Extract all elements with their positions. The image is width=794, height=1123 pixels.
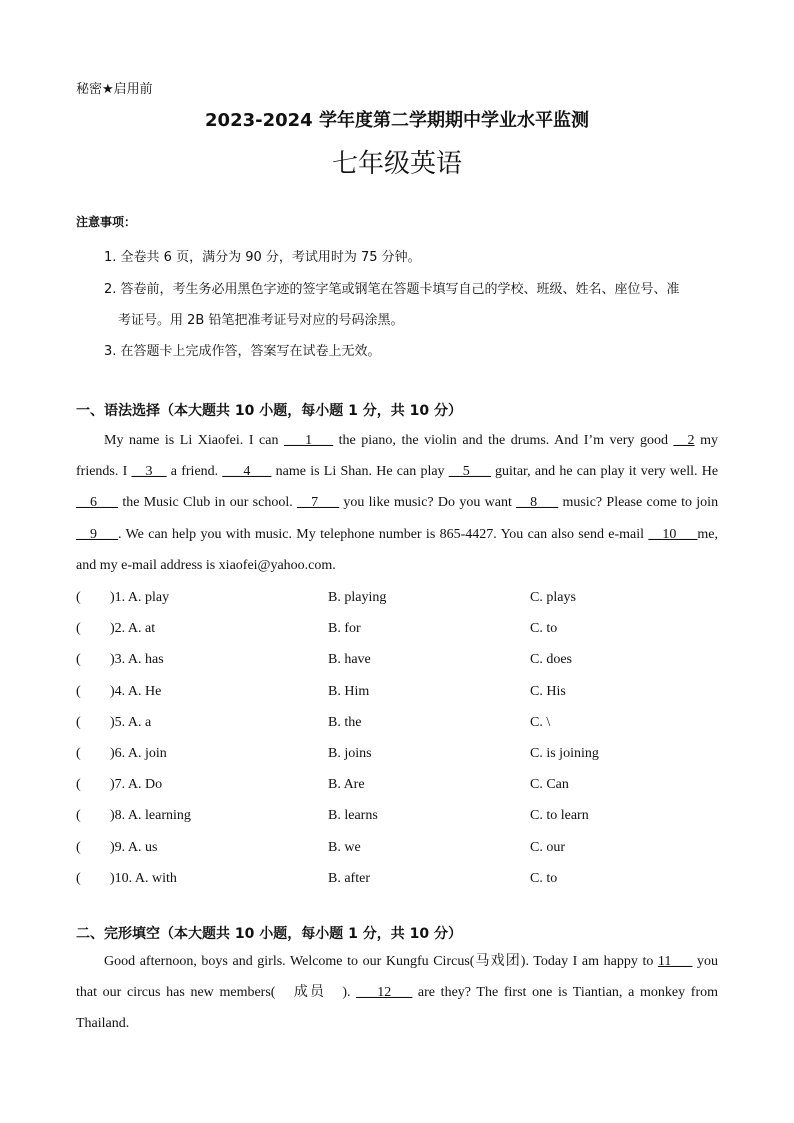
question-option-b: B. Him [328, 683, 370, 699]
subject-title: 七年级英语 [331, 149, 462, 179]
question-row [76, 773, 718, 804]
answer-paren: ( [76, 870, 81, 886]
question-row [76, 836, 718, 867]
question-row [76, 804, 718, 835]
question-option-a: )5. A. a [110, 714, 152, 730]
section2-heading: 二、完形填空（本大题共 10 小题，每小题 1 分，共 10 分） [76, 926, 462, 942]
answer-paren: ( [76, 777, 81, 793]
passage-text: My name is Li Xiaofei. I can [104, 433, 279, 448]
question-option-a: )7. A. Do [110, 777, 163, 793]
question-row [76, 680, 718, 711]
question-row [76, 867, 718, 898]
question-row [76, 742, 718, 773]
question-row [76, 586, 718, 617]
passage-text: . We can help you with music. My telephone number is 865-4427. You can also send e-mail [118, 526, 645, 542]
question-option-b: B. we [328, 839, 361, 855]
blank-2: __2 [673, 433, 695, 448]
notice-item-1: 1. 全卷共 6 页，满分为 90 分，考试用时为 75 分钟。 [104, 250, 421, 265]
notice-item-3: 3. 在答题卡上完成作答，答案写在试卷上无效。 [104, 344, 381, 359]
passage-text: me, and my e-mail address is xiaofei@yahoo.com. [76, 526, 719, 573]
blank-1: ___1___ [284, 433, 334, 448]
blank-11: 11___ [657, 954, 693, 969]
answer-paren: ( [76, 652, 81, 668]
question-option-b: B. Are [328, 777, 365, 793]
question-option-a: )10. A. with [110, 870, 177, 886]
question-option-a: )2. A. at [110, 621, 156, 637]
question-option-c: C. \ [530, 714, 551, 730]
blank-10: __10___ [648, 526, 698, 542]
question-option-b: B. for [328, 621, 361, 637]
answer-paren: ( [76, 683, 81, 699]
question-option-a: )4. A. He [110, 683, 162, 699]
question-option-c: C. His [530, 683, 566, 699]
question-option-b: B. playing [328, 590, 387, 605]
blank-7: __7___ [297, 495, 340, 511]
notice-heading: 注意事项： [76, 215, 137, 229]
passage-text: Good afternoon, boys and girls. Welcome to our Kungfu Circus(马戏团). Today I am happy to [104, 954, 654, 969]
passage-text: you that our circus has new members( 成员 ). [76, 954, 718, 1001]
passage-text: guitar, and he can play it very well. He [495, 464, 719, 480]
question-option-b: B. the [328, 714, 362, 730]
question-option-b: B. after [328, 870, 370, 886]
question-option-a: )6. A. join [110, 745, 167, 761]
passage-text: are they? The first one is Tiantian, a monkey from Thailand. [76, 985, 718, 1032]
question-option-c: C. our [530, 839, 565, 855]
question-option-c: C. is joining [530, 745, 599, 761]
notice-item-2-cont: 考证号。用 2B 铅笔把准考证号对应的号码涂黑。 [118, 313, 404, 328]
question-option-c: C. to [530, 621, 558, 637]
blank-6: __6___ [76, 495, 118, 511]
passage-text: name is Li Shan. He can play [275, 464, 445, 480]
section1-heading: 一、语法选择（本大题共 10 小题，每小题 1 分，共 10 分） [76, 403, 462, 419]
passage-text: you like music? Do you want [343, 495, 512, 511]
question-option-c: C. plays [530, 590, 576, 605]
question-row [76, 648, 718, 679]
answer-paren: ( [76, 839, 81, 855]
blank-8: __8___ [516, 495, 559, 511]
question-row [76, 617, 718, 648]
question-option-c: C. to [530, 870, 558, 886]
notice-item-2: 2. 答卷前，考生务必用黑色字迹的签字笔或钢笔在答题卡填写自己的学校、班级、姓名、座位号、准 [104, 282, 680, 297]
section1-passage [76, 425, 718, 581]
blank-9: __9___ [76, 526, 118, 542]
blank-4: ___4___ [222, 464, 272, 480]
answer-paren: ( [76, 714, 81, 730]
answer-paren: ( [76, 745, 81, 761]
blank-12: ___12___ [356, 985, 413, 1001]
question-option-b: B. have [328, 652, 371, 668]
question-option-b: B. learns [328, 808, 378, 824]
question-option-a: )3. A. has [110, 652, 164, 668]
secret-mark: 秘密★启用前 [76, 82, 153, 97]
passage-text: a friend. [170, 464, 219, 480]
passage-text: my friends. I [76, 433, 718, 480]
question-option-a: )9. A. us [110, 839, 158, 855]
passage-text: the Music Club in our school. [122, 495, 293, 511]
blank-5: __5___ [448, 464, 491, 480]
blank-3: __3__ [131, 464, 167, 480]
passage-text: the piano, the violin and the drums. And I’m very good [338, 433, 668, 448]
question-option-c: C. to learn [530, 808, 589, 824]
question-option-b: B. joins [328, 745, 372, 761]
question-row [76, 711, 718, 742]
question-option-c: C. does [530, 652, 572, 668]
question-option-c: C. Can [530, 777, 569, 793]
passage-text: music? Please come to join [562, 495, 719, 511]
question-list [76, 586, 718, 898]
question-option-a: )1. A. play [110, 590, 170, 605]
answer-paren: ( [76, 621, 81, 637]
exam-title: 2023-2024 学年度第二学期期中学业水平监测 [205, 110, 589, 131]
answer-paren: ( [76, 808, 81, 824]
answer-paren: ( [76, 590, 81, 605]
section2-passage [76, 946, 718, 1040]
question-option-a: )8. A. learning [110, 808, 191, 824]
